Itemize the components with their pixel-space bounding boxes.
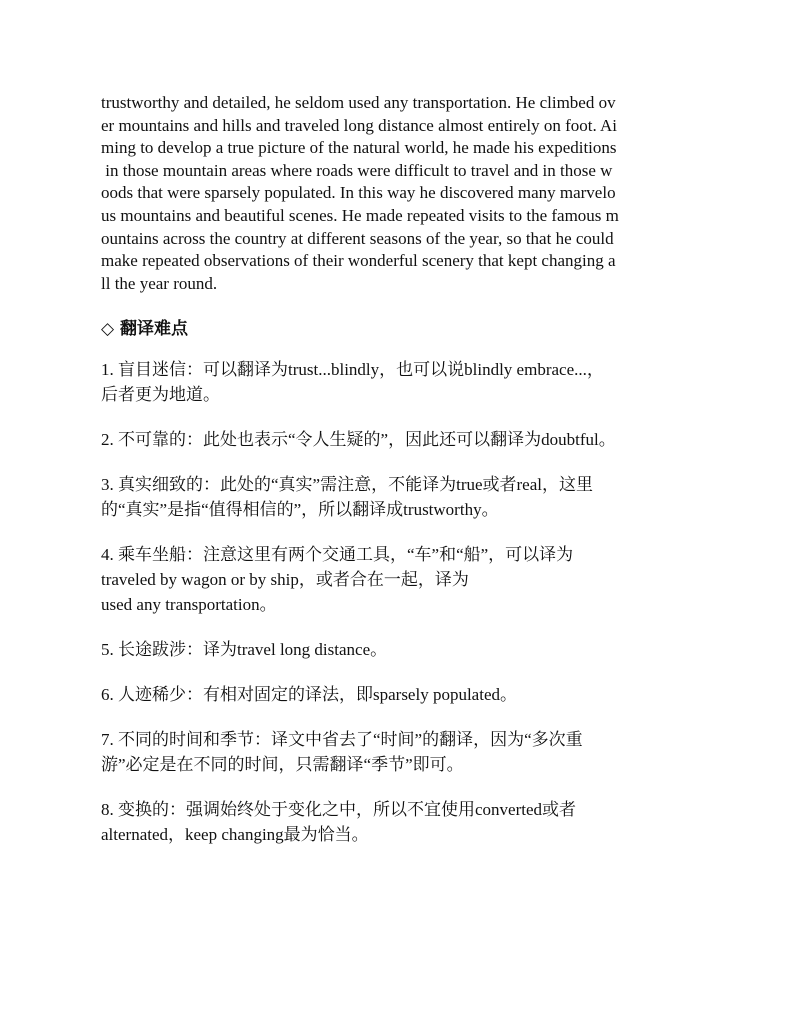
note-line: 5. 长途跋涉：译为travel long distance。 — [101, 640, 388, 660]
english-passage — [101, 92, 711, 295]
note-item-7 — [101, 727, 711, 777]
note-line: 6. 人迹稀少：有相对固定的译法，即sparsely populated。 — [101, 685, 517, 705]
note-line: 后者更为地道。 — [101, 385, 220, 405]
passage-line: trustworthy and detailed, he seldom used any transportation. He climbed ov — [101, 93, 616, 112]
translation-notes-list — [101, 357, 711, 847]
note-line: 的“真实”是指“值得相信的”，所以翻译成trustworthy。 — [101, 500, 499, 520]
passage-line: ll the year round. — [101, 273, 218, 293]
passage-line: make repeated observations of their wonderful scenery that kept changing a — [101, 251, 616, 271]
passage-line: er mountains and hills and traveled long distance almost entirely on foot. Ai — [101, 115, 618, 135]
note-line: 8. 变换的：强调始终处于变化之中，所以不宜使用converted或者 — [101, 800, 577, 820]
note-line: used any transportation。 — [101, 595, 277, 615]
note-item-4 — [101, 542, 711, 617]
note-line: 7. 不同的时间和季节：译文中省去了“时间”的翻译，因为“多次重 — [101, 730, 583, 750]
note-item-1 — [101, 357, 711, 407]
passage-line: ming to develop a true picture of the natural world, he made his expeditions — [101, 138, 617, 158]
note-line: 3. 真实细致的：此处的“真实”需注意，不能译为true或者real，这里 — [101, 475, 593, 495]
note-line: 游”必定是在不同的时间，只需翻译“季节”即可。 — [101, 755, 464, 775]
passage-line: oods that were sparsely populated. In this way he discovered many marvelo — [101, 183, 616, 203]
passage-line: us mountains and beautiful scenes. He made repeated visits to the famous m — [101, 205, 619, 225]
note-line: traveled by wagon or by ship，或者合在一起，译为 — [101, 570, 469, 590]
note-item-6 — [101, 682, 711, 707]
section-heading: ◇ 翻译难点 — [101, 319, 188, 340]
passage-line: in those mountain areas where roads were difficult to travel and in those w — [101, 160, 613, 180]
note-item-2 — [101, 427, 711, 452]
document-page — [101, 92, 711, 847]
note-item-3 — [101, 472, 711, 522]
note-item-5 — [101, 637, 711, 662]
note-line: alternated，keep changing最为恰当。 — [101, 825, 369, 845]
note-line: 1. 盲目迷信：可以翻译为trust...blindly，也可以说blindly embrace...， — [101, 360, 604, 380]
note-line: 2. 不可靠的：此处也表示“令人生疑的”，因此还可以翻译为doubtful。 — [101, 430, 616, 450]
note-item-8 — [101, 797, 711, 847]
passage-line: ountains across the country at different seasons of the year, so that he could — [101, 228, 614, 248]
note-line: 4. 乘车坐船：注意这里有两个交通工具，“车”和“船”，可以译为 — [101, 545, 574, 565]
